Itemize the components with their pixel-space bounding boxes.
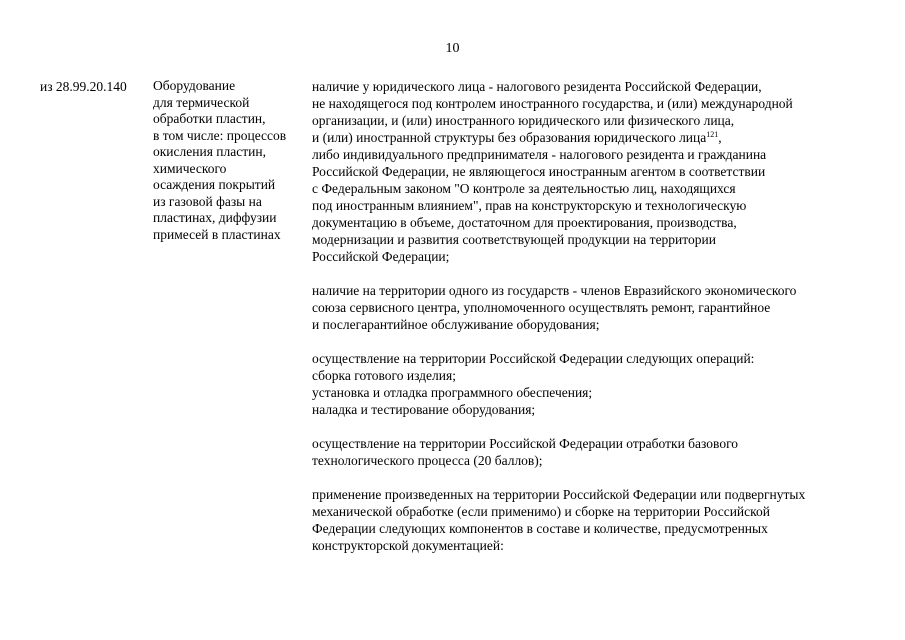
product-name-line: осаждения покрытий <box>153 177 276 192</box>
requirement-line: осуществление на территории Российской Федерации следующих операций: <box>312 351 755 366</box>
requirement-line: механической обработке (если применимо) и сборке на территории Российской <box>312 504 770 519</box>
requirement-line: наличие на территории одного из государств - членов Евразийского экономического <box>312 283 797 298</box>
requirement-line: наладка и тестирование оборудования; <box>312 402 536 417</box>
requirement-line: Российской Федерации, не являющегося иностранным агентом в соответствии <box>312 164 766 179</box>
requirement-paragraph-components <box>312 486 882 554</box>
product-name-line: в том числе: процессов <box>153 127 287 143</box>
footnote-sub-number: 1 <box>714 130 719 139</box>
product-name-line: обработки пластин, <box>153 111 266 126</box>
footnote-marker <box>706 130 718 139</box>
product-name-line: окисления пластин, <box>153 144 266 159</box>
requirement-line: установка и отладка программного обеспечения; <box>312 385 593 400</box>
requirement-paragraph-operations <box>312 350 882 418</box>
requirement-line: конструкторской документацией: <box>312 538 504 553</box>
requirement-paragraph-service-center <box>312 282 882 333</box>
product-name-line: примесей в пластинах <box>153 226 281 242</box>
product-name-line: химического <box>153 160 227 176</box>
requirement-line: и послегарантийное обслуживание оборудования; <box>312 317 600 332</box>
requirement-line: под иностранным влиянием", прав на конструкторскую и технологическую <box>312 198 747 213</box>
requirement-line: либо индивидуального предпринимателя - налогового резидента и гражданина <box>312 147 767 162</box>
requirement-line: осуществление на территории Российской Федерации отработки базового <box>312 436 739 451</box>
requirement-line: сборка готового изделия; <box>312 368 456 383</box>
requirement-line: организации, и (или) иностранного юридического или физического лица, <box>312 113 735 128</box>
requirement-text: , <box>718 130 722 145</box>
requirement-text: и (или) иностранной структуры без образования юридического лица <box>312 130 707 145</box>
product-name-line: из газовой фазы на <box>153 193 262 209</box>
requirement-line: модернизации и развития соответствующей продукции на территории <box>312 232 716 247</box>
footnote-number: 12 <box>706 130 715 139</box>
requirement-line: Федерации следующих компонентов в составе и количестве, предусмотренных <box>312 521 768 536</box>
requirement-paragraph-process <box>312 435 882 469</box>
requirement-line: не находящегося под контролем иностранного государства, и (или) международной <box>312 96 793 111</box>
requirement-line: Российской Федерации; <box>312 249 450 264</box>
product-name <box>153 78 303 243</box>
requirement-line: наличие у юридического лица - налогового резидента Российской Федерации, <box>312 79 762 94</box>
product-name-line: пластинах, диффузии <box>153 210 277 225</box>
page-number: 10 <box>445 41 460 56</box>
product-name-line: Оборудование <box>153 78 236 93</box>
requirement-line: технологического процесса (20 баллов); <box>312 453 543 468</box>
requirements <box>312 78 882 571</box>
product-code: из 28.99.20.140 <box>40 79 127 94</box>
product-name-line: для термической <box>153 94 250 110</box>
requirement-line: союза сервисного центра, уполномоченного осуществлять ремонт, гарантийное <box>312 300 771 315</box>
requirement-line: применение произведенных на территории Российской Федерации или подвергнутых <box>312 487 806 502</box>
requirement-line <box>312 129 882 146</box>
requirement-line: с Федеральным законом "О контроле за деятельностью лиц, находящихся <box>312 181 736 196</box>
requirement-line: документацию в объеме, достаточном для проектирования, производства, <box>312 215 737 230</box>
requirement-paragraph-ownership <box>312 78 882 265</box>
